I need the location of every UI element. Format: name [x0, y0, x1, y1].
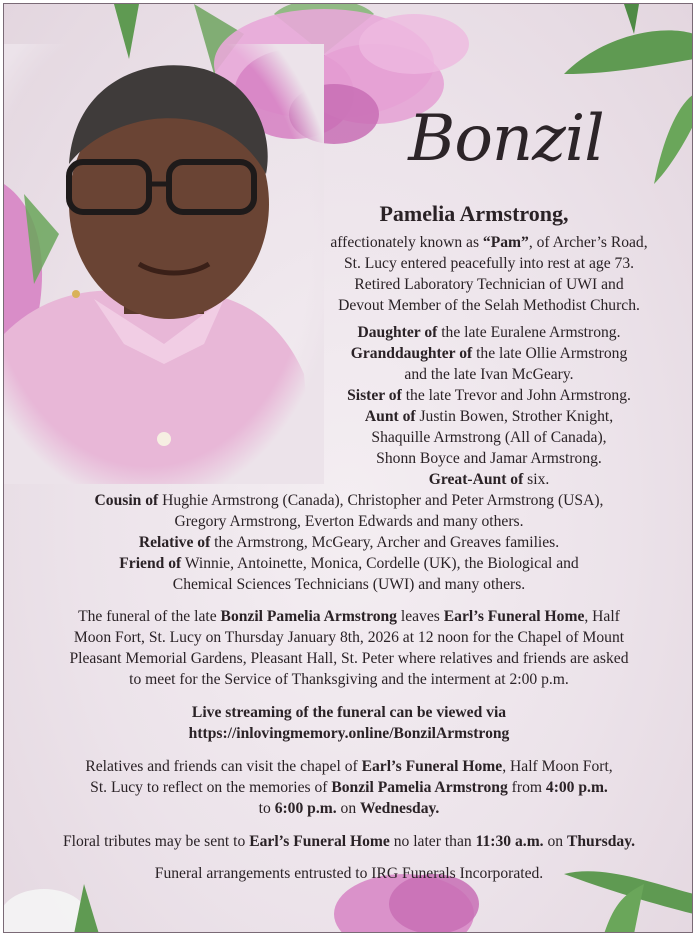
relation-line: Daughter of the late Euralene Armstrong. [357, 324, 621, 341]
floral-tributes-line: Floral tributes may be sent to Earl’s Funeral Home no later than 11:30 a.m. on Thursday. [62, 833, 636, 850]
intro-line-3: Retired Laboratory Technician of UWI and [354, 276, 624, 293]
relation-line: Shaquille Armstrong (All of Canada), [371, 429, 607, 446]
funeral-line-4: to meet for the Service of Thanksgiving and the interment at 2:00 p.m. [129, 671, 569, 688]
livestream-link[interactable]: https://inlovingmemory.online/BonzilArmstrong [188, 725, 510, 742]
relation-line: Granddaughter of the late Ollie Armstrong [350, 345, 628, 362]
relation-line: Shonn Boyce and Jamar Armstrong. [376, 450, 602, 467]
arrangements-line: Funeral arrangements entrusted to IRG Funerals Incorporated. [154, 865, 544, 882]
deceased-surname: Pamelia Armstrong, [379, 201, 569, 226]
relation-line: and the late Ivan McGeary. [404, 366, 574, 383]
deceased-first-name: Bonzil [408, 102, 604, 176]
relation-line: Relative of the Armstrong, McGeary, Archer and Greaves families. [138, 534, 560, 551]
relation-line: Sister of the late Trevor and John Armstrong. [347, 387, 631, 404]
relation-line: Chemical Sciences Technicians (UWI) and many others. [172, 576, 526, 593]
relation-line: Aunt of Justin Bowen, Strother Knight, [364, 408, 614, 425]
funeral-line-2: Moon Fort, St. Lucy on Thursday January 8th, 2026 at 12 noon for the Chapel of Mount [73, 629, 625, 646]
obituary-card [3, 3, 693, 933]
portrait-photo [4, 44, 324, 484]
relation-line: Cousin of Hughie Armstrong (Canada), Christopher and Peter Armstrong (USA), [94, 492, 604, 509]
relation-line: Gregory Armstrong, Everton Edwards and many others. [174, 513, 524, 530]
intro-line-1: affectionately known as “Pam”, of Archer’s Road, [330, 234, 648, 251]
visit-line-3: to 6:00 p.m. on Wednesday. [258, 800, 440, 817]
relation-line: Great-Aunt of six. [428, 471, 550, 488]
relation-line: Friend of Winnie, Antoinette, Monica, Cordelle (UK), the Biological and [119, 555, 579, 572]
visit-line-2: St. Lucy to reflect on the memories of Bonzil Pamelia Armstrong from 4:00 p.m. [90, 779, 608, 796]
livestream-heading: Live streaming of the funeral can be viewed via [191, 704, 507, 721]
intro-line-4: Devout Member of the Selah Methodist Church. [338, 297, 640, 314]
funeral-line-3: Pleasant Memorial Gardens, Pleasant Hall, St. Peter where relatives and friends are asked [69, 650, 629, 667]
visit-line-1: Relatives and friends can visit the chapel of Earl’s Funeral Home, Half Moon Fort, [85, 758, 613, 775]
funeral-line-1: The funeral of the late Bonzil Pamelia Armstrong leaves Earl’s Funeral Home, Half [78, 608, 620, 625]
intro-line-2: St. Lucy entered peacefully into rest at age 73. [343, 255, 635, 272]
